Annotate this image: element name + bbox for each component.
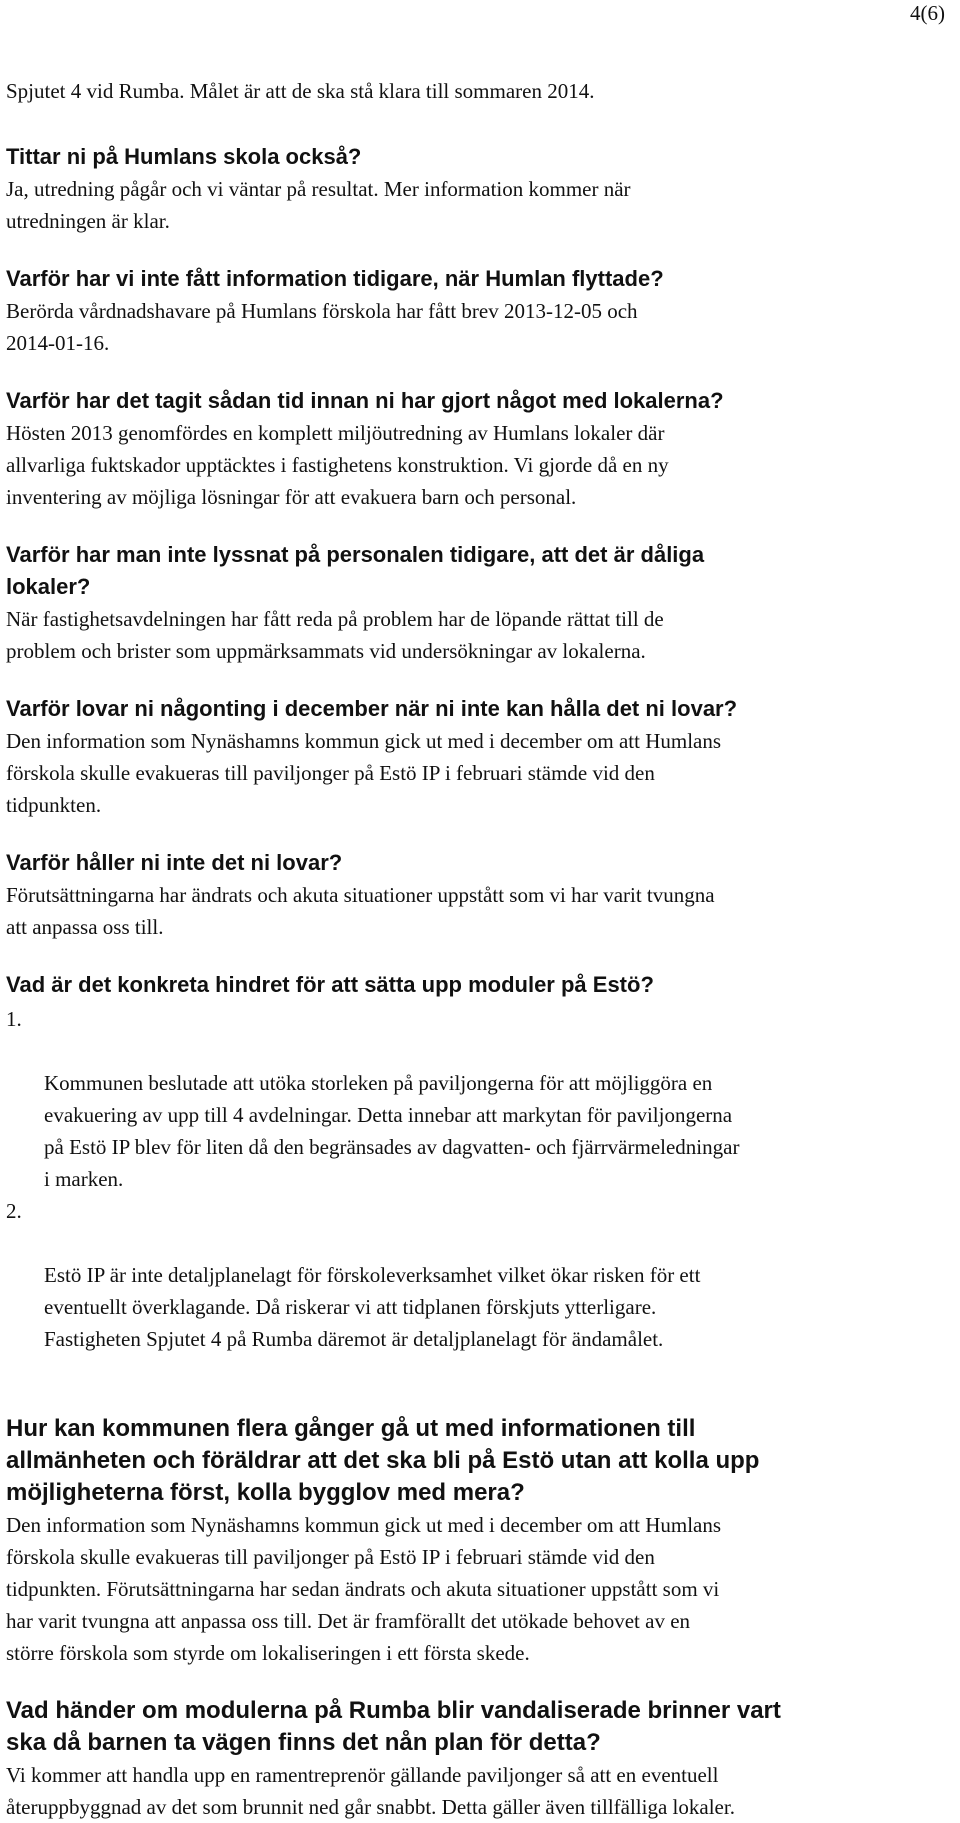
question-heading: Vad händer om modulerna på Rumba blir vandaliserade brinner vart ska då barnen ta vägen finns det nån plan för detta? — [6, 1697, 781, 1756]
answer-paragraph: Förutsättningarna har ändrats och akuta situationer uppstått som vi har varit tvungna att anpassa oss till. — [6, 883, 715, 939]
question-heading: Varför har det tagit sådan tid innan ni har gjort något med lokalerna? — [6, 388, 724, 413]
answer-paragraph: Den information som Nynäshamns kommun gick ut med i december om att Humlans förskola skulle evakueras till paviljonger på Estö IP i februari stämde vid den tidpunkten. Förutsättningarna har sedan ändrats och akuta situationer uppstått som vi har varit tvungna att anpassa oss till. Det är framförallt det utökade behovet av en större förskola som styrde om lokaliseringen i ett första skede. — [6, 1513, 722, 1665]
answer-paragraph: Den information som Nynäshamns kommun gick ut med i december om att Humlans förskola skulle evakueras till paviljonger på Estö IP i februari stämde vid den tidpunkten. — [6, 729, 722, 817]
obstacle-heading: Vad är det konkreta hindret för att sätta upp moduler på Estö? — [6, 972, 654, 997]
list-number: 1. — [6, 1007, 22, 1031]
answer-paragraph: Ja, utredning pågår och vi väntar på resultat. Mer information kommer när utredningen är klar. — [6, 177, 631, 233]
list-item — [6, 1195, 946, 1355]
question-heading: Hur kan kommunen flera gånger gå ut med informationen till allmänheten och föräldrar att det ska bli på Estö utan att kolla upp möjligheterna först, kolla bygglov med mera? — [6, 1415, 760, 1506]
list-number: 2. — [6, 1199, 22, 1223]
page-number: 4(6) — [910, 1, 945, 25]
question-heading: Varför har vi inte fått information tidigare, när Humlan flyttade? — [6, 266, 664, 291]
list-item-text: Estö IP är inte detaljplanelagt för förskoleverksamhet vilket ökar risken för ett eventuellt överklagande. Då riskerar vi att tidplanen förskjuts ytterligare. Fastigheten Spjutet 4 på Rumba däremot är detaljplanelagt för ändamålet. — [44, 1263, 701, 1351]
list-item — [6, 1003, 946, 1195]
answer-paragraph: Hösten 2013 genomfördes en komplett miljöutredning av Humlans lokaler där allvarliga fuktskador upptäcktes i fastighetens konstruktion. Vi gjorde då en ny inventering av möjliga lösningar för att evakuera barn och personal. — [6, 421, 669, 509]
answer-paragraph: När fastighetsavdelningen har fått reda på problem har de löpande rättat till de problem och brister som uppmärksammats vid undersökningar av lokalerna. — [6, 607, 664, 663]
intro-paragraph: Spjutet 4 vid Rumba. Målet är att de ska stå klara till sommaren 2014. — [6, 79, 595, 103]
obstacle-list — [6, 1003, 946, 1355]
question-heading: Tittar ni på Humlans skola också? — [6, 144, 362, 169]
question-heading: Varför lovar ni någonting i december när ni inte kan hålla det ni lovar? — [6, 696, 738, 721]
answer-paragraph: Berörda vårdnadshavare på Humlans förskola har fått brev 2013-12-05 och 2014-01-16. — [6, 299, 638, 355]
question-heading: Varför håller ni inte det ni lovar? — [6, 850, 343, 875]
list-item-text: Kommunen beslutade att utöka storleken på paviljongerna för att möjliggöra en evakuering av upp till 4 avdelningar. Detta innebar att markytan för paviljongerna på Estö IP blev för liten då den begränsades av dagvatten- och fjärrvärmeledningar i marken. — [44, 1071, 740, 1191]
question-heading: Varför har man inte lyssnat på personalen tidigare, att det är dåliga lokaler? — [6, 542, 705, 599]
document-body — [6, 75, 946, 1823]
answer-paragraph: Vi kommer att handla upp en ramentreprenör gällande paviljonger så att en eventuell återuppbyggnad av det som brunnit ned går snabbt. Detta gäller även tillfälliga lokaler. — [6, 1763, 735, 1819]
